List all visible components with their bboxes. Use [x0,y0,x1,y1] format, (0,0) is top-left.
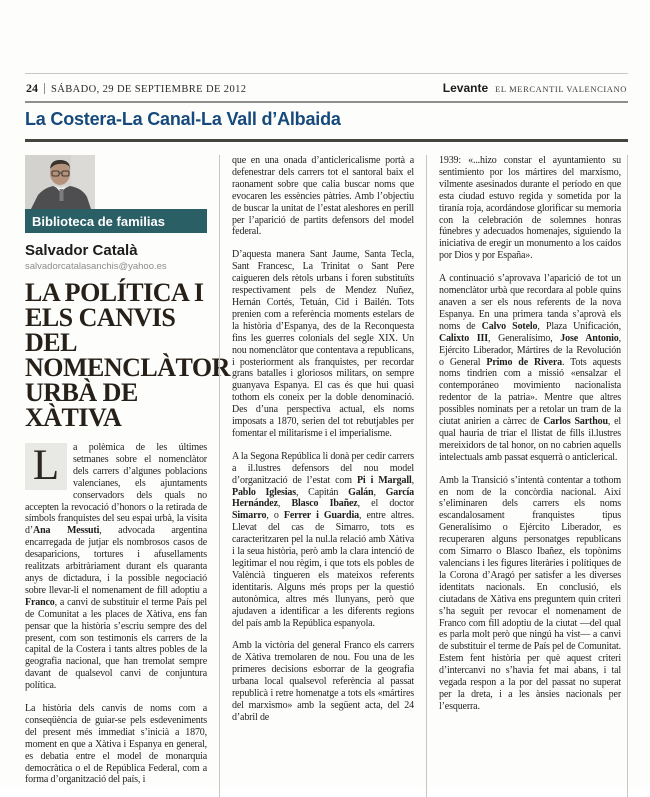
text-run: , a canvi de substituir el terme País pel de Comunitat a les places de Xàtiva, ens fan pensar que la història s’escriu sempre des del present, com son testimonis els carrers de la capital de la Costera i tants altres pobles de la geografia nacional, que han tremolat sempre davant de qualsevol canvi de conjuntura política. [25,596,207,692]
headline [25,278,230,432]
drop-cap: L [25,443,67,490]
bold-name: Ferrer i Guardia [283,510,359,522]
text-run: , entre altres. Llevat del cas de Simarro, tots es caracteritzaren pel la nul.la relació amb Xàtiva i la seua història, però amb la clara intenció de legitimar el nou règim, i que tots els pobles de Valèncià tingueren els mateixos referents identitaris. Alguns més props per la questió autonòmica, altres més llunyans, però que ajudaven a identificar a les diferents regions del país amb la República espanyola. [232,510,414,629]
page-date: SÁBADO, 29 DE SEPTIEMBRE DE 2012 [51,84,247,95]
author-block [25,155,207,272]
text-run: La història dels canvis de noms com a conseqüència de guiar-se pels esdeveniments del present més immediat s’inicià a 1870, moment en que a Xàtiva i Espanya en general, es debatia entre el model de monarquia democràtica o el de República Federal, com a forma d’organització del país, i [25,703,207,786]
section-title: La Costera-La Canal-La Vall d’Albaida [25,109,341,129]
page-header [25,73,628,142]
column-3-text [439,155,621,713]
text-run: , el doctor [357,498,414,510]
headline-line: NOMENCLÀTOR [25,353,230,382]
bold-name: Blasco Ibañez [291,498,358,510]
text-run: Amb la victòria del general Franco els carrers de Xàtiva tremolaren de nou. Fou una de les primeres decisions esborrar de la geografia urbana local qualsevol referència al passat republicà i retre homenatge a tots els «mártires del marxismo» amb la següent acta, del 24 d’abril de [232,640,414,723]
masthead-logo: Levante [442,81,489,95]
text-run: , Ejército Liberador, Mártires de la Revolución o General [439,332,621,368]
text-run: , [373,486,386,498]
text-run: A continuació s’aprovava l’aparició de tot un nomenclàtor urbà que recordara al poble quins anaven a ser els nous referents de la nova Espanya. En una primera tanda s’aprovà els noms de [439,273,621,332]
column-label-band: Biblioteca de familias [25,209,207,233]
bold-name: García Hernández [232,486,414,510]
article-column-3 [426,155,621,797]
headline-line: ELS CANVIS DEL [25,303,176,357]
bold-name: Franco [25,596,55,608]
article-paragraph [25,703,207,786]
folio-divider [44,83,45,94]
page-number: 24 [26,81,38,95]
headline-line: LA POLÍTICA I [25,278,204,307]
article-paragraph [232,451,414,630]
headline-line: URBÀ DE XÀTIVA [25,378,138,432]
bold-name: Ana Messuti [33,525,100,537]
bold-name: Calixto III [439,332,489,344]
text-run: Amb la Transició s’intentà contentar a tothom en nom de la concòrdia nacional. Així s’eliminaren dels carrers els noms escandalosament franquistes tipus Generalísimo o Ejército Liberador, es recuperaren alguns personatges republicans com Simarro o Blasco Ibañez, els topònims valencians i les figures literàries i polítiques de la Corona d’Aragó per satisfer a les diverses identitats nacionals. En conclusió, els ciutadans de Xàtiva ens preguntem quin criteri s’ha seguit per revocar el nomenament de Franco com fill adoptiu de la ciutat —del qual es parla molt però que ningú ha vist— a canvi de substituir el terme de País pel de Comunitat. Estem fent història per què aquest criteri d’intercanvi no s’havia fet mai abans, i tal vegada respon a la por del passat no superat per la dreta, i a les ànsies nacionals per l’esquerra. [439,474,621,712]
text-run: A la Segona República li donà per cedir carrers a il.lustres defensors del nou model d’organització de l’estat com [232,450,414,486]
text-run: D’aquesta manera Sant Jaume, Santa Tecla, Sant Francesc, La Trinitat o Sant Pere caigueren dels rètols urbans i foren substituïts respectivament pels de Mendez Nuñez, Hernán Cortés, Tetuán, Cid i Bailén. Tots prenien com a referència moments estelars de la història d’Espanya, des de la Reconquesta fins les guerres colonials del segle XIX. Un nou nomenclàtor que contentava a republicans, i posteriorment als franquistes, per recordar grans batalles i gloriosos militars, on sempre guanyava Espanya. El cas és que hui quasi tothom els coneix per la doble denominació. Des d’una perspectiva actual, els noms imposats a 1870, serien del tot rebutjables per fomentar el militarisme i el imperialisme. [232,249,414,439]
folio-left [26,81,246,96]
article-column-2 [219,155,414,797]
text-run: 1939: «...hizo constar el ayuntamiento su sentimiento por los mártires del marxismo, vilmente asesinados durante el período en que esta ciudad estuvo regida y sometida por la tiranía roja, acordándose glorificar su memoria con la celebración de solemnes honras fúnebres y adecuados homenajes, siguiendo la iniciativa de eregir un monumento a los caídos por Dios y por España». [439,155,621,262]
text-run: que en una onada d’anticlericalisme portà a defenestrar dels carrers tot el santoral baix el raonament sobre que calia buscar noms que evocaren les essències pàtries. Amb l’objectiu de buscar la unitat de l’estat aleshores en perill per l’aparició de partits defensors del model federal. [232,155,414,238]
article [25,155,628,797]
text-run: , [411,474,414,486]
article-paragraph [232,249,414,440]
bold-name: Pablo Iglesias [232,486,296,498]
section-rule [25,139,628,142]
author-portrait-image [25,155,95,209]
column-1-text [25,442,207,786]
folio-rule [25,101,628,103]
folio-right [443,79,627,97]
author-name: Salvador Català [25,242,138,259]
bold-name: Calvo Sotelo [481,320,538,332]
text-run: , Capitán [296,486,349,498]
folio-row [25,74,628,101]
article-paragraph [439,273,621,464]
article-paragraph [232,640,414,723]
article-paragraph [25,442,207,692]
bold-name: Carlos Sarthou [543,416,608,428]
article-paragraph [439,155,621,262]
text-run: . Tots aquests noms tindrien com a missió «ensalzar el contemporáneo movimiento nacionalista redentor de la patria». Mentre que altres possibles nominats per a retolar un tram de la ciutat anirien a càrrec de [439,356,621,428]
bold-name: Jose Antonio [560,332,619,344]
bold-name: Simarro [232,510,267,522]
text-run: a polèmica de les últimes setmanes sobre el nomenclàtor dels carrers d’algunes poblacions valencianes, els ajuntaments conservadors dels quals no accepten la revocació d’honors o la retirada de símbols franquistes del seu espai urbà, la visita d’ [25,442,207,537]
text-run: , [277,498,292,510]
article-paragraph [439,475,621,713]
text-run: , advocada argentina encarregada de jutjar els nombrosos casos de desaparicions, tortures i afusellaments realitzats arbitràriament durant els quaranta anys de dictadura, i la possible negociació sobre llevar-li el nomenament de fill adoptiu a [25,525,207,596]
author-email: salvadorcatalasanchis@yahoo.es [25,261,167,272]
text-run: , Generalísimo, [488,332,561,344]
masthead-subtitle: EL MERCANTIL VALENCIANO [495,84,627,94]
bold-name: Pi i Margall [356,474,412,486]
text-run: , Plaza Unificación, [537,320,621,332]
text-run: , o [266,510,284,522]
text-run: , el qual hauria de triar el llistat de fills il.lustres mereixidors de tal honor, on no cabrien aquells intelectuals amb passat esquerrà o anticlerical. [439,416,622,463]
article-paragraph [232,155,414,238]
bold-name: Primo de Rivera [486,356,562,368]
bold-name: Galán [348,486,374,498]
column-2-text [232,155,414,724]
article-column-1 [25,155,230,797]
